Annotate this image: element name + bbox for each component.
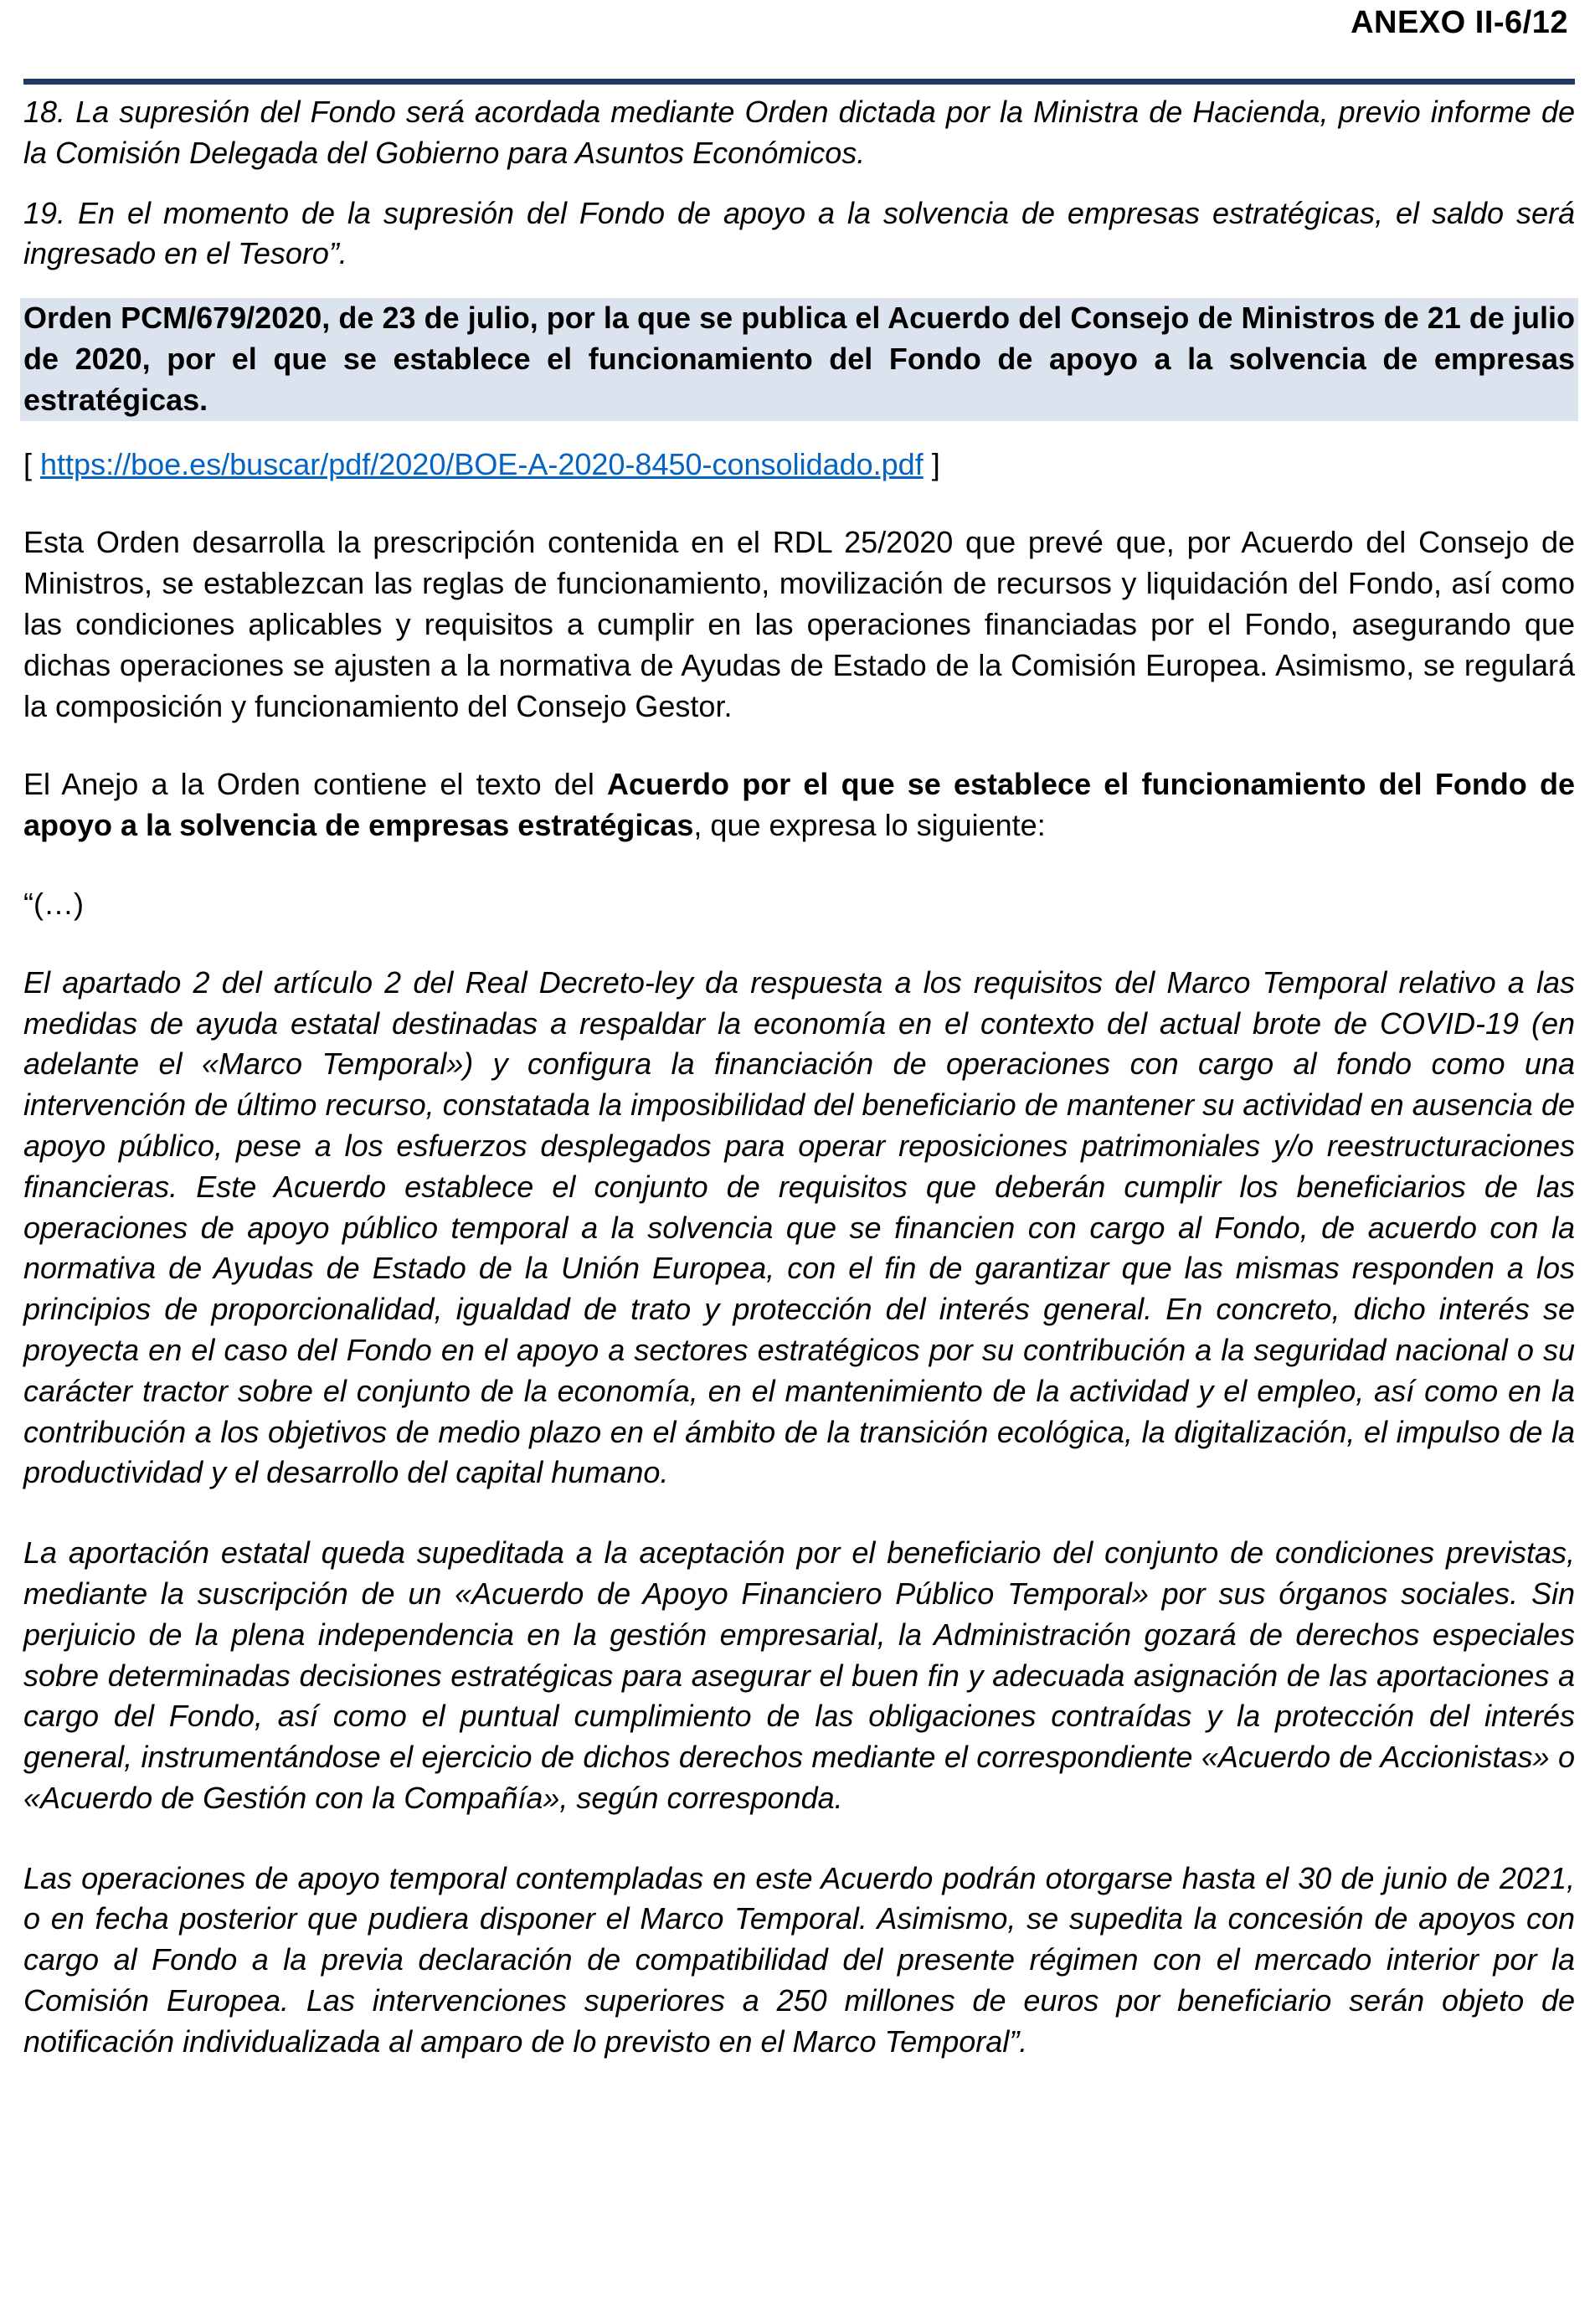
anejo-text-after: , que expresa lo siguiente:: [693, 808, 1046, 843]
header-divider: [23, 79, 1575, 85]
anejo-paragraph: [23, 764, 1575, 846]
bracket-close: ]: [923, 446, 940, 481]
quote-paragraph-2: La aportación estatal queda supeditada a la aceptación por el beneficiario del conjunto de condiciones previstas, mediante la suscripción de un «Acuerdo de Apoyo Financiero Público Temporal» por sus órganos sociales. Sin perjuicio de la plena independencia en la gestión empresarial, la Administración gozará de derechos especiales sobre determinadas decisiones estratégicas para asegurar el buen fin y adecuada asignación de las aportaciones a cargo del Fondo, así como el puntual cumplimiento de las obligaciones contraídas y la protección del interés general, instrumentándose el ejercicio de dichos derechos mediante el correspondiente «Acuerdo de Accionistas» o «Acuerdo de Gestión con la Compañía», según corresponda.: [23, 1535, 1575, 1815]
anejo-text-before: El Anejo a la Orden contiene el texto del: [23, 767, 608, 802]
boe-pdf-link[interactable]: https://boe.es/buscar/pdf/2020/BOE-A-2020-8450-consolidado.pdf: [40, 446, 924, 481]
quote-paragraph-3: Las operaciones de apoyo temporal contempladas en este Acuerdo podrán otorgarse hasta el 30 de junio de 2021, o en fecha posterior que pudiera disponer el Marco Temporal. Asimismo, se supedita la concesión de apoyos con cargo al Fondo a la previa declaración de compatibilidad del presente régimen con el mercado interior por la Comisión Europea. Las intervenciones superiores a 250 millones de euros por beneficiario serán objeto de notificación individualizada al amparo de lo previsto en el Marco Temporal”.: [23, 1860, 1575, 2059]
bracket-open: [: [23, 446, 41, 481]
acuerdo-title-bold: Acuerdo por el que se establece el funcionamiento del Fondo de apoyo a la solvencia de empresas estratégicas: [23, 767, 1575, 843]
annex-page-label: ANEXO II-6/12: [1351, 5, 1568, 40]
order-title-highlight: Orden PCM/679/2020, de 23 de julio, por la que se publica el Acuerdo del Consejo de Ministros de 21 de julio de 2020, por el que se establece el funcionamiento del Fondo de apoyo a la solvencia de empresas estratégicas.: [20, 298, 1578, 420]
paragraph-19: 19. En el momento de la supresión del Fondo de apoyo a la solvencia de empresas estratégicas, el saldo será ingresado en el Tesoro”.: [23, 195, 1575, 271]
quote-paragraph-1: El apartado 2 del artículo 2 del Real Decreto-ley da respuesta a los requisitos del Marco Temporal relativo a las medidas de ayuda estatal destinadas a respaldar la economía en el contexto del actual brote de COVID-19 (en adelante el «Marco Temporal») y configura la financiación de operaciones con cargo al fondo como una intervención de último recurso, constatada la imposibilidad del beneficiario de mantener su actividad en ausencia de apoyo público, pese a los esfuerzos desplegados para operar reposiciones patrimoniales y/o reestructuraciones financieras. Este Acuerdo establece el conjunto de requisitos que deberán cumplir los beneficiarios de las operaciones de apoyo público temporal a la solvencia que se financien con cargo al Fondo, de acuerdo con la normativa de Ayudas de Estado de la Unión Europea, con el fin de garantizar que las mismas responden a los principios de proporcionalidad, igualdad de trato y protección del interés general. En concreto, dicho interés se proyecta en el caso del Fondo en el apoyo a sectores estratégicos por su contribución a la seguridad nacional o su carácter tractor sobre el conjunto de la economía, en el mantenimiento de la actividad y el empleo, así como en la contribución a los objetivos de medio plazo en el ámbito de la transición ecológica, la digitalización, el impulso de la productividad y el desarrollo del capital humano.: [23, 964, 1575, 1490]
intro-paragraph: Esta Orden desarrolla la prescripción contenida en el RDL 25/2020 que prevé que, por Acuerdo del Consejo de Ministros, se establezcan las reglas de funcionamiento, movilización de recursos y liquidación del Fondo, así como las condiciones aplicables y requisitos a cumplir en las operaciones financiadas por el Fondo, asegurando que dichas operaciones se ajusten a la normativa de Ayudas de Estado de la Comisión Europea. Asimismo, se regulará la composición y funcionamiento del Consejo Gestor.: [23, 525, 1575, 723]
quote-ellipsis: “(…): [23, 886, 84, 921]
paragraph-18: 18. La supresión del Fondo será acordada mediante Orden dictada por la Ministra de Hacienda, previo informe de la Comisión Delegada del Gobierno para Asuntos Económicos.: [23, 95, 1575, 170]
source-link-line: [23, 445, 1575, 486]
document-body: [23, 92, 1575, 2082]
